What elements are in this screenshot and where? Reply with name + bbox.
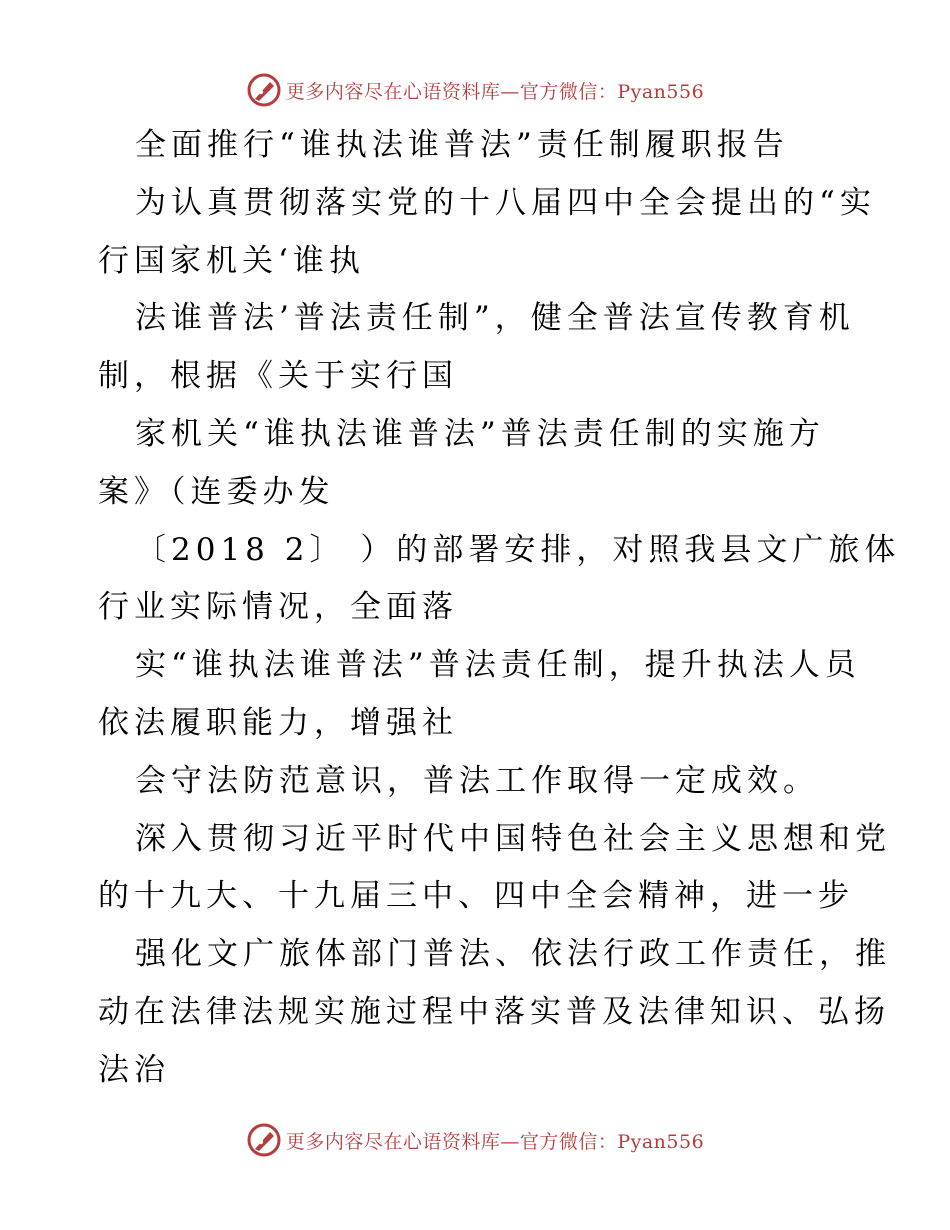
text-line: 行业实际情况，全面落 [98,589,458,626]
text-line: 行国家机关‘谁执 [98,242,365,279]
watermark-text: 更多内容尽在心语资料库—官方微信：Pyan556 [285,1130,705,1153]
text-line: 的十九大、十九届三中、四中全会精神，进一步 [98,878,854,915]
text-line: 法谁普法’普法责任制”，健全普法宣传教育机 [135,300,855,337]
text-line: 会守法防范意识，普法工作取得一定成效。 [135,762,819,799]
pen-nib-circle-icon [246,1122,282,1158]
text-line: 依法履职能力，增强社 [98,704,458,741]
text-line: 案》（连委办发 [98,473,335,510]
pen-nib-circle-icon [246,72,282,108]
text-line: 动在法律法规实施过程中落实普及法律知识、弘扬 [98,993,890,1030]
text-line: 为认真贯彻落实党的十八届四中全会提出的“实 [135,184,876,221]
text-line: 全面推行“谁执法谁普法”责任制履职报告 [135,127,789,163]
text-line: 深入贯彻习近平时代中国特色社会主义思想和党 [135,820,891,857]
text-line: 〔2018 2〕 ）的部署安排，对照我县文广旅体 [135,531,901,568]
watermark-text: 更多内容尽在心语资料库—官方微信：Pyan556 [285,80,705,103]
text-line: 法治 [98,1051,170,1088]
footer-watermark-banner [0,1120,950,1160]
document-body [98,117,901,1100]
header-watermark-banner [0,70,950,110]
text-line: 家机关“谁执法谁普法”普法责任制的实施方 [135,415,825,452]
text-line: 实“谁执法谁普法”普法责任制，提升执法人员 [135,647,861,684]
text-line: 制，根据《关于实行国 [98,358,458,395]
text-line: 强化文广旅体部门普法、依法行政工作责任，推 [135,936,891,973]
